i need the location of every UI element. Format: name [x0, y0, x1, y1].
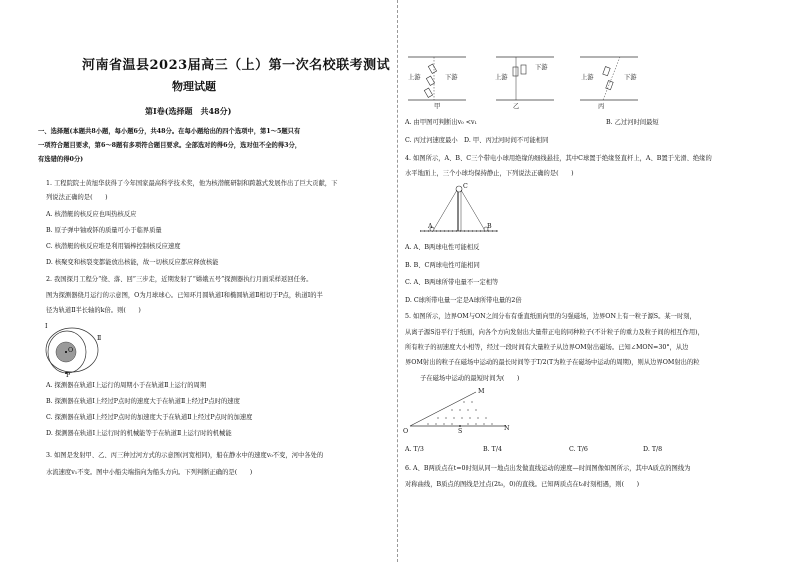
q3-option-b: B. 乙过河时间最短: [606, 119, 659, 126]
q6-stem: 对称曲线，B质点的图线是过点(2t₀，0)的直线。已知两质点在t₀时刻相遇，则( ): [405, 481, 640, 488]
q4-option-b: B. B、C两球电性可能相同: [405, 262, 480, 269]
river-figures: [408, 55, 638, 105]
q1-stem: 列说法正确的是( ): [46, 194, 108, 201]
q5-stem: 5. 如图所示，边界OM与ON之间分布有垂直纸面向里的匀强磁场，边界ON上有一粒子源S。某一时刻，: [405, 313, 696, 320]
orbit-label-i: Ⅰ: [45, 323, 48, 330]
q1-option-d: D. 核聚变和核裂变都能放出核能，故一切核反应都应释放核能: [46, 259, 219, 266]
orbit-label-ii: Ⅱ: [97, 335, 102, 342]
sphere-label-c: C: [463, 183, 468, 190]
q1-option-b: B. 原子弹中铀或钚的质量可小于临界质量: [46, 227, 162, 234]
field-label-o: O: [403, 428, 409, 435]
orbit-label-p: P: [66, 372, 71, 379]
q3-option-d: D. 甲、丙过河时间不可能相同: [464, 137, 549, 144]
orbit-label-o: O: [68, 347, 74, 354]
q2-option-a: A. 探测器在轨道Ⅰ上运行的周期小于在轨道Ⅱ上运行的周期: [46, 382, 207, 389]
q4-option-d: D. C球所带电量一定是A球所带电量的2倍: [405, 297, 522, 304]
field-label-n: N: [504, 425, 510, 432]
river-downstream-label: 下游: [445, 74, 458, 81]
q1-option-a: A. 核潜艇的核反应也叫热核反应: [46, 211, 137, 218]
q5-option-a: A. T/3: [405, 446, 424, 453]
q2-stem: 2. 我国探月工程分“绕、落、回”三步走，近期发射了“嫦娥五号”探测器执行月面采样返回任务。: [46, 276, 313, 283]
q5-option-c: C. T/6: [569, 446, 588, 453]
q2-stem: 图为探测器绕月运行的示意图，O为月球球心。已知环月圆轨道Ⅰ和椭圆轨道Ⅱ相切于P点，轨道Ⅰ的半: [46, 292, 323, 299]
q5-option-d: D. T/8: [643, 446, 663, 453]
river-label-yi: 乙: [513, 103, 520, 110]
river-label-bing: 丙: [598, 103, 605, 110]
q6-stem: 6. A、B两质点在t=0时刻从同一地点出发做直线运动的速度—时间图像如图所示，其中A质点的图线为: [405, 465, 691, 472]
q2-option-c: C. 探测器在轨道Ⅰ上经过P点时的加速度大于在轨道Ⅱ上经过P点时的加速度: [46, 414, 253, 421]
section-intro-line: 有选错的得0分): [38, 156, 84, 163]
section-intro-line: 一项符合题目要求，第6～8题有多项符合题目要求。全部选对的得6分，选对但不全的得3分，: [38, 142, 302, 149]
field-label-s: S: [458, 428, 463, 435]
sphere-label-b: B: [487, 223, 492, 230]
q2-option-b: B. 探测器在轨道Ⅰ上经过P点时的速度大于在轨道Ⅱ上经过P点时的速度: [46, 398, 240, 405]
q2-option-d: D. 探测器在轨道Ⅰ上运行时的机械能等于在轨道Ⅱ上运行时的机械能: [46, 430, 232, 437]
exam-subject: 物理试题: [172, 80, 216, 93]
sphere-label-a: A: [428, 223, 433, 230]
q3-option-c: C. 丙过河速度最小: [405, 137, 458, 144]
q5-stem: 所有粒子的初速度大小相等，经过一段时间有大量粒子从边界OM射出磁场。已知∠MON=30°，从边: [405, 344, 689, 351]
q5-option-b: B. T/4: [483, 446, 502, 453]
q4-stem: 4. 如图所示，A、B、C三个带电小球用绝缘的细线悬挂，其中C球置于绝缘竖直杆上，A、B置于光滑、绝缘的: [405, 155, 712, 162]
field-label-m: M: [478, 388, 485, 395]
part-heading: 第Ⅰ卷(选择题 共48分): [145, 106, 232, 116]
q1-option-c: C. 核潜艇的核反应堆是利用镉棒控制核反应速度: [46, 243, 181, 250]
q4-stem: 水平地面上，三个小球均保持静止，下列说法正确的是( ): [405, 170, 574, 177]
river-downstream-label: 下游: [535, 64, 548, 71]
river-upstream-label: 上游: [581, 74, 594, 81]
q2-stem: 径为轨道Ⅱ半长轴的k倍。则( ): [46, 307, 141, 314]
exam-title: 河南省温县2023届高三（上）第一次名校联考测试: [82, 58, 391, 73]
section-intro-line: 一、选择题(本题共8小题，每小题6分，共48分。在每小题给出的四个选项中，第1～5题只有: [38, 128, 301, 135]
q5-stem: 子在磁场中运动的最短时间为( ): [420, 375, 520, 382]
river-downstream-label: 下游: [624, 74, 637, 81]
q5-stem: 从离子源S沿平行于纸面，向各个方向发射出大量带正电的同种粒子(不计粒子的重力及粒子间的相互作用)，: [405, 329, 704, 336]
q3-option-a: A. 由甲图可判断出v₀ <v₁: [405, 119, 478, 126]
q3-stem: 3. 如图是发射甲、乙、丙三种过河方式的示意图(河宽相同)，船在静水中的速度v₀不变，河中各处的: [46, 452, 324, 459]
q3-stem: 水流速度v₁不变。图中小船尖端指向为船头方向。下列判断正确的是( ): [46, 469, 253, 476]
q1-stem: 1. 工程院院士黄旭华获得了今年国家最高科学技术奖，他为核潜艇研制和跨越式发展作出了巨大贡献，下: [46, 180, 338, 187]
river-upstream-label: 上游: [495, 74, 508, 81]
q4-option-c: C. A、B两球所带电量不一定相等: [405, 279, 499, 286]
q5-stem: 界OM射出的粒子在磁场中运动的最长时间等于T/2(T为粒子在磁场中运动的周期)，则从边界OM射出的粒: [405, 359, 700, 366]
river-upstream-label: 上游: [408, 74, 421, 81]
river-label-jia: 甲: [434, 103, 441, 110]
q4-option-a: A. A、B两球电性可能相反: [405, 244, 480, 251]
orbit-figure: [44, 322, 104, 378]
right-column: [397, 0, 794, 562]
magnetic-field-figure: [408, 388, 508, 430]
